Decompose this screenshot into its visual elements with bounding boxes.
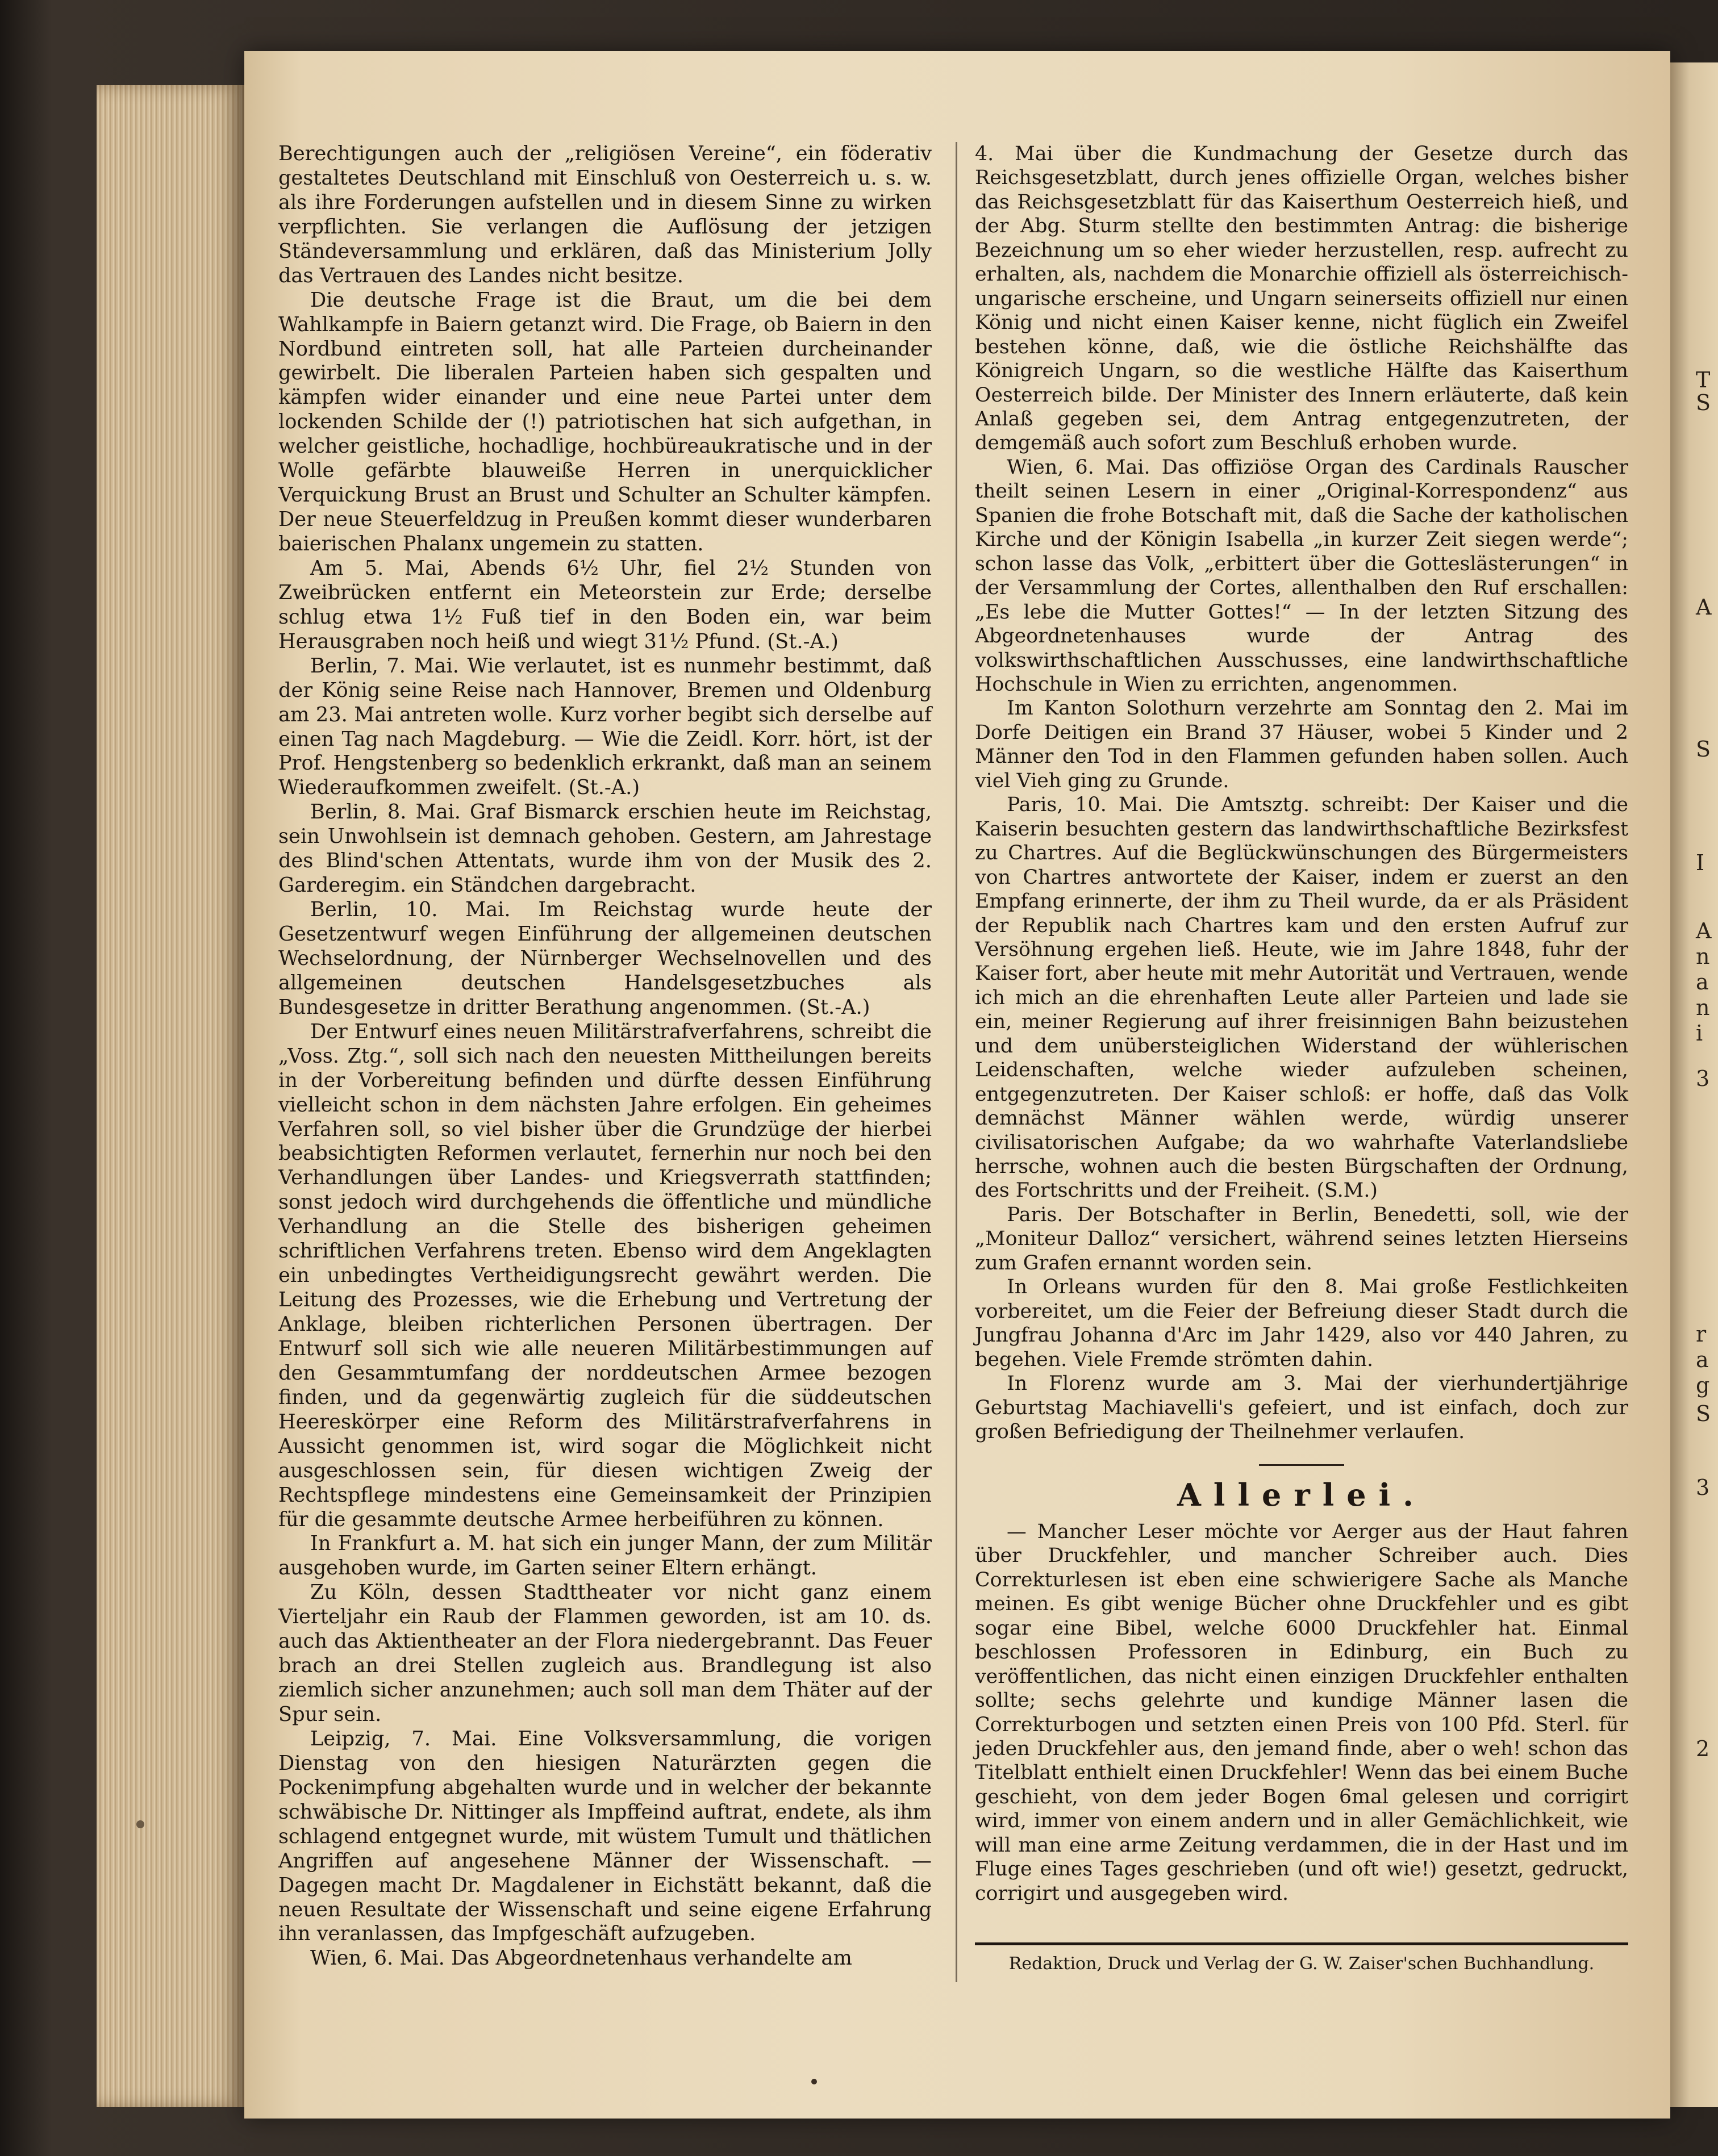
facing-page-fragment: a — [1696, 970, 1709, 995]
article-paragraph: Berlin, 8. Mai. Graf Bismarck erschien heute im Reichstag, sein Unwohlsein ist demnach gehoben. Gestern, am Jahrestage des Blind'schen Attentats, wurde ihm von der Musik des 2. Garderegim. ein Ständchen dargebracht. — [278, 800, 932, 897]
article-paragraph: Zu Köln, dessen Stadttheater vor nicht ganz einem Vierteljahr ein Raub der Flammen geworden, ist am 10. ds. auch das Aktientheater an der Flora niedergebrannt. Das Feuer brach an drei Stellen zugleich aus. Brandlegung ist also ziemlich sicher anzunehmen; auch soll man dem Thäter auf der Spur sein. — [278, 1581, 932, 1726]
facing-page-fragment: A — [1696, 595, 1712, 620]
article-paragraph: Wien, 6. Mai. Das offiziöse Organ des Cardinals Rauscher theilt seinen Lesern in einer „Original-Korrespondenz“ aus Spanien die frohe Botschaft mit, daß die Sache der katholischen Kirche und der Königin Isabella „in kurzer Zeit siegen werde“; schon lasse das Volk, „erbittert über die Gotteslästerungen“ in der Versammlung der Cortes, allenthalben den Ruf erschallen: „Es lebe die Mutter Gottes!“ — In der letzten Sitzung des Abgeordnetenhauses wurde der Antrag des volkswirthschaftlichen Ausschusses, eine landwirthschaftliche Hochschule in Wien zu errichten, angenommen. — [975, 456, 1628, 696]
page-mark — [811, 2079, 817, 2084]
facing-page-fragment: S — [1696, 737, 1711, 762]
article-paragraph: Paris. Der Botschafter in Berlin, Benedetti, soll, wie der „Moniteur Dalloz“ versichert, während seines letzten Hierseins zum Grafen ernannt worden sein. — [975, 1203, 1628, 1275]
article-paragraph: In Florenz wurde am 3. Mai der vierhundertjährige Geburtstag Machiavelli's gefeiert, und ist einfach, doch zur großen Befriedigung der Theilnehmer verlaufen. — [975, 1372, 1628, 1444]
facing-page-fragment: S — [1696, 390, 1711, 415]
article-paragraph: Berechtigungen auch der „religiösen Vereine“, ein föderativ gestaltetes Deutschland mit Einschluß von Oesterreich u. s. w. als ihre Forderungen aufstellen und in diesem Sinne zu wirken verpflichten. Sie verlangen die Auflösung der jetzigen Ständeversammlung und erklären, daß das Ministerium Jolly das Vertrauen des Landes nicht besitze. — [278, 142, 932, 287]
facing-page-fragment: g — [1696, 1373, 1710, 1398]
left-column — [278, 142, 932, 1982]
article-paragraph: In Orleans wurden für den 8. Mai große Festlichkeiten vorbereitet, um die Feier der Befreiung dieser Stadt durch die Jungfrau Johanna d'Arc im Jahr 1429, also vor 440 Jahren, zu begehen. Viele Fremde strömten dahin. — [975, 1276, 1628, 1371]
facing-page-fragment: 2 — [1696, 1736, 1710, 1761]
article-paragraph: Am 5. Mai, Abends 6½ Uhr, fiel 2½ Stunden von Zweibrücken entfernt ein Meteorstein zur Erde; derselbe schlug etwa 1½ Fuß tief in den Boden ein, war beim Herausgraben noch heiß und wiegt 31½ Pfund. (St.-A.) — [278, 556, 932, 653]
article-paragraph: Der Entwurf eines neuen Militärstrafverfahrens, schreibt die „Voss. Ztg.“, soll sich nach den neuesten Mittheilungen bereits in der Vorbereitung befinden und dürfte dessen Einführung vielleicht schon in dem nächsten Jahre erfolgen. Ein geheimes Verfahren soll, so viel bisher über die Grundzüge der hierbei beabsichtigten Reformen verlautet, fernerhin nur noch bei den Verhandlungen über Landes- und Kriegsverrath stattfinden; sonst jedoch wird durchgehends die öffentliche und mündliche Verhandlung an die Stelle des bisherigen geheimen schriftlichen Verfahrens treten. Ebenso wird dem Angeklagten ein unbedingtes Vertheidigungsrecht gewährt werden. Die Leitung des Prozesses, wie die Erhebung und Vertretung der Anklage, bleiben richterlichen Personen übertragen. Der Entwurf soll sich wie alle neueren Militärbestimmungen auf den Gesammtumfang der norddeutschen Armee bezogen finden, und da gegenwärtig zugleich für die süddeutschen Heereskörper eine Reform des Militärstrafverfahrens in Aussicht genommen ist, wird sogar die Möglichkeit nicht ausgeschlossen sein, für diesen wichtigen Zweig der Rechtspflege mindestens eine Gemeinsamkeit der Prinzipien für die gesammte deutsche Armee herbeiführen zu können. — [278, 1019, 932, 1531]
facing-page-fragment: n — [1696, 995, 1710, 1020]
facing-page-fragment: 3 — [1696, 1475, 1710, 1500]
imprint-rule — [975, 1942, 1628, 1945]
facing-page-fragment: r — [1696, 1322, 1707, 1347]
column-divider — [956, 142, 957, 1982]
facing-page-fragment: I — [1696, 850, 1705, 875]
facing-page-fragment: n — [1696, 944, 1710, 969]
imprint-line: Redaktion, Druck und Verlag der G. W. Zaiser'schen Buchhandlung. — [1008, 1954, 1595, 1974]
facing-page-fragment: i — [1696, 1021, 1703, 1046]
article-paragraph: Im Kanton Solothurn verzehrte am Sonntag den 2. Mai im Dorfe Deitigen ein Brand 37 Häuser, wobei 5 Kinder und 2 Männer den Tod in den Flammen gefunden haben sollen. Auch viel Vieh ging zu Grunde. — [975, 697, 1628, 792]
article-paragraph: Leipzig, 7. Mai. Eine Volksversammlung, die vorigen Dienstag von den hiesigen Naturärzten gegen die Pockenimpfung abgehalten wurde und in welcher der bekannte schwäbische Dr. Nittinger als Impffeind auftrat, endete, als ihm schlagend entgegnet wurde, mit wüstem Tumult und thätlichen Angriffen auf angesehene Männer der Wissenschaft. — Dagegen macht Dr. Magdalener in Eichstätt bekannt, daß die neuen Resultate der Wissenschaft und seine eigene Erfahrung ihn veranlassen, das Impfgeschäft aufzugeben. — [278, 1727, 932, 1946]
article-paragraph: Die deutsche Frage ist die Braut, um die bei dem Wahlkampfe in Baiern getanzt wird. Die Frage, ob Baiern in den Nordbund eintreten soll, hat alle Parteien durcheinander gewirbelt. Die liberalen Parteien haben sich gespalten und kämpfen wider einander und eine neue Partei unter dem lockenden Schilde der (!) patriotischen hat sich aufgethan, in welcher geistliche, hochadlige, hochbüreaukratische und in der Wolle gefärbte blauweiße Herren in unerquicklicher Verquickung Brust an Brust und Schulter an Schulter kämpfen. Der neue Steuerfeldzug in Preußen kommt dieser wunderbaren baierischen Phalanx ungemein zu statten. — [278, 288, 932, 555]
article-paragraph: Berlin, 7. Mai. Wie verlautet, ist es nunmehr bestimmt, daß der König seine Reise nach Hannover, Bremen und Oldenburg am 23. Mai antreten wolle. Kurz vorher begibt sich derselbe auf einen Tag nach Magdeburg. — Wie die Zeidl. Korr. hört, ist der Prof. Hengstenberg so bedenklich erkrankt, daß man an seinem Wiederaufkommen zweifelt. (St.-A.) — [278, 654, 932, 800]
binding-mark — [136, 1820, 144, 1828]
article-paragraph: Paris, 10. Mai. Die Amtsztg. schreibt: Der Kaiser und die Kaiserin besuchten gestern das landwirthschaftliche Bezirksfest zu Chartres. Auf die Beglückwünschungen des Bürgermeisters von Chartres antwortete der Kaiser, indem er zuerst an den Empfang erinnerte, der ihm zu Theil wurde, da er als Präsident der Republik nach Chartres kam und den ersten Aufruf zur Versöhnung ergehen ließ. Heute, wie im Jahre 1848, fuhr der Kaiser fort, aber heute mit mehr Autorität und Vertrauen, wende ich mich an die ehrenhaften Leute aller Parteien und lade sie ein, meiner Regierung auf ihrer freisinnigen Bahn beizustehen und dem unübersteiglichen Widerstand der wühlerischen Leidenschaften, welche wieder aufzuleben scheinen, entgegenzutreten. Der Kaiser schloß: er hoffe, daß das Volk demnächst Männer wählen werde, würdig unserer civilisatorischen Aufgabe; da wo wahrhafte Vaterlandsliebe herrsche, wohnen auch die besten Bürgschaften der Ordnung, des Fortschritts und der Freiheit. (S.M.) — [975, 793, 1628, 1202]
article-paragraph: In Frankfurt a. M. hat sich ein junger Mann, der zum Militär ausgehoben wurde, im Garten seiner Eltern erhängt. — [278, 1532, 932, 1580]
facing-page-fragment: a — [1696, 1347, 1709, 1372]
article-paragraph: — Mancher Leser möchte vor Aerger aus der Haut fahren über Druckfehler, und mancher Schreiber auch. Dies Correkturlesen ist eben eine schwierigere Sache als Manche meinen. Es gibt wenige Bücher ohne Druckfehler und es gibt sogar eine Bibel, welche 6000 Druckfehler hat. Einmal beschlossen Professoren in Edinburg, ein Buch zu veröffentlichen, das nicht einen einzigen Druckfehler enthalten sollte; sechs gelehrte und kundige Männer lasen die Correkturbogen und setzten einen Preis von 100 Pfd. Sterl. für jeden Druckfehler aus, den jemand finde, aber o weh! schon das Titelblatt enthielt einen Druckfehler! Wenn das bei einem Buche geschieht, von dem jeder Bogen 6mal gelesen und corrigirt wird, immer von einem andern und in aller Gemächlichkeit, wie will man eine arme Zeitung verdammen, die in der Hast und im Fluge eines Tages geschrieben (und oft wie!) gesetzt, gedruckt, corrigirt und ausgegeben wird. — [975, 1520, 1628, 1905]
book-page-edges — [97, 85, 244, 2107]
facing-page-fragment: 3 — [1696, 1066, 1710, 1091]
facing-page-fragment: T — [1696, 367, 1711, 392]
right-column — [975, 142, 1628, 1982]
section-heading-allerlei: Allerlei. — [1177, 1477, 1426, 1514]
article-paragraph: Berlin, 10. Mai. Im Reichstag wurde heute der Gesetzentwurf wegen Einführung der allgemeinen deutschen Wechselordnung, der Nürnberger Wechselnovellen und des allgemeinen deutschen Handelsgesetzbuches als Bundesgesetze in dritter Berathung angenommen. (St.-A.) — [278, 898, 932, 1019]
facing-page-fragment: A — [1696, 918, 1712, 943]
article-paragraph: Wien, 6. Mai. Das Abgeordnetenhaus verhandelte am — [310, 1946, 852, 1970]
facing-page-fragment: S — [1696, 1401, 1711, 1426]
section-rule — [1259, 1464, 1344, 1466]
article-paragraph: 4. Mai über die Kundmachung der Gesetze durch das Reichsgesetzblatt, durch jenes offizielle Organ, welches bisher das Reichsgesetzblatt für das Kaiserthum Oesterreich hieß, und der Abg. Sturm stellte den bestimmten Antrag: die bisherige Bezeichnung um so eher wieder herzustellen, resp. aufrecht zu erhalten, als, nachdem die Monarchie offiziell als österreichisch-ungarische erscheine, und Ungarn seinerseits offiziell nur einen König und nicht einen Kaiser kenne, nicht füglich ein Zweifel bestehen könne, daß, wie die östliche Reichshälfte das Königreich Ungarn, so die westliche Hälfte das Kaiserthum Oesterreich bilde. Der Minister des Innern erläuterte, daß kein Anlaß gegeben sei, dem Antrag entgegenzutreten, der demgemäß auch sofort zum Beschluß erhoben wurde. — [975, 143, 1628, 455]
facing-page-sliver — [1670, 62, 1718, 2107]
